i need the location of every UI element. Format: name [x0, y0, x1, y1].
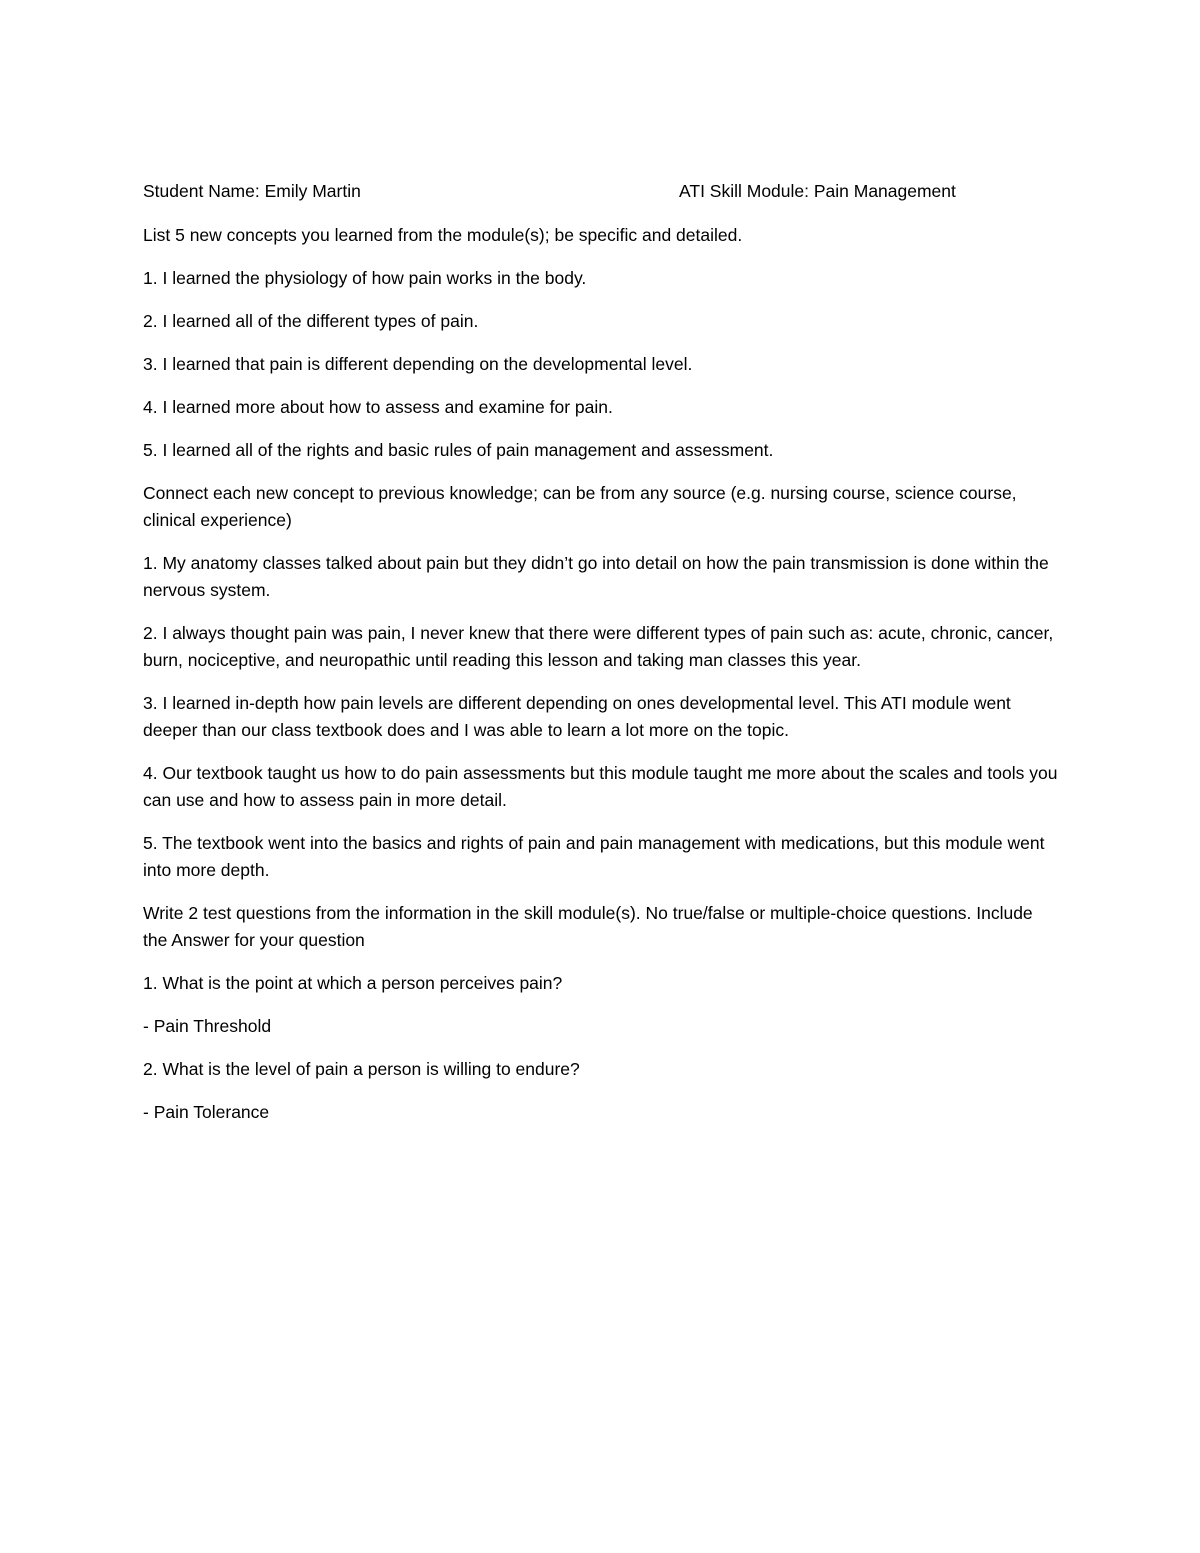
connection-number: 2.	[143, 623, 158, 643]
concept-text: I learned more about how to assess and examine for pain.	[157, 397, 613, 417]
concept-text: I learned that pain is different depending on the developmental level.	[157, 354, 693, 374]
connection-number: 3.	[143, 693, 158, 713]
concept-item-3	[143, 351, 1058, 378]
connection-item-4	[143, 760, 1058, 814]
connection-text: Our textbook taught us how to do pain assessments but this module taught me more about the scales and tools you can use and how to assess pain in more detail.	[143, 763, 1058, 810]
connection-text: My anatomy classes talked about pain but they didn’t go into detail on how the pain transmission is done within the nervous system.	[143, 553, 1049, 600]
connection-number: 4.	[143, 763, 158, 783]
test-answer-2: - Pain Tolerance	[143, 1102, 270, 1122]
concept-item-1	[143, 265, 1058, 292]
connection-number: 5.	[143, 833, 158, 853]
connection-text: I learned in-depth how pain levels are different depending on ones developmental level. This ATI module went deeper than our class textbook does and I was able to learn a lot more on the topic.	[143, 693, 1011, 740]
connection-item-5	[143, 830, 1058, 884]
connection-text: I always thought pain was pain, I never knew that there were different types of pain such as: acute, chronic, cancer, burn, nociceptive, and neuropathic until reading this lesson and taking man classes this year.	[143, 623, 1054, 670]
test-answer-1: - Pain Threshold	[143, 1016, 272, 1036]
concept-text: I learned all of the rights and basic rules of pain management and assessment.	[157, 440, 774, 460]
concept-item-5	[143, 437, 1058, 464]
concept-number: 2.	[143, 311, 158, 331]
document-content	[143, 178, 1058, 1142]
concept-number: 1.	[143, 268, 158, 288]
section1-prompt: List 5 new concepts you learned from the module(s); be specific and detailed.	[143, 225, 743, 245]
connection-item-2	[143, 620, 1058, 674]
connection-item-3	[143, 690, 1058, 744]
concept-number: 5.	[143, 440, 158, 460]
section3-prompt: Write 2 test questions from the information in the skill module(s). No true/false or multiple-choice questions. Include the Answer for your question	[143, 903, 1033, 950]
test-question-1: 1. What is the point at which a person perceives pain?	[143, 973, 563, 993]
connection-item-1	[143, 550, 1058, 604]
section2-prompt: Connect each new concept to previous knowledge; can be from any source (e.g. nursing course, science course, clinical experience)	[143, 483, 1017, 530]
concept-number: 4.	[143, 397, 158, 417]
test-question-2: 2. What is the level of pain a person is willing to endure?	[143, 1059, 580, 1079]
connection-text: The textbook went into the basics and rights of pain and pain management with medications, but this module went into more depth.	[143, 833, 1045, 880]
connection-number: 1.	[143, 553, 158, 573]
concept-number: 3.	[143, 354, 158, 374]
concept-item-4	[143, 394, 1058, 421]
student-name: Student Name: Emily Martin	[143, 181, 361, 201]
concept-text: I learned the physiology of how pain works in the body.	[157, 268, 587, 288]
module-title: ATI Skill Module: Pain Management	[679, 181, 956, 201]
concept-text: I learned all of the different types of pain.	[157, 311, 479, 331]
concept-item-2	[143, 308, 1058, 335]
header-row	[143, 178, 1058, 205]
